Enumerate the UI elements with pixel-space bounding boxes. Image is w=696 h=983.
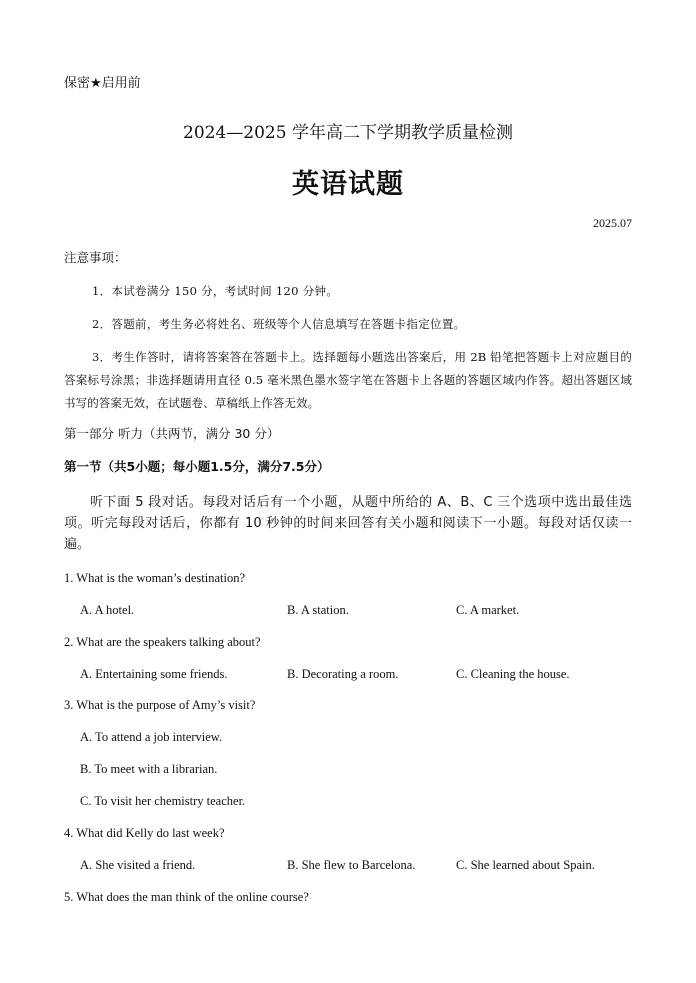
question-1-option-a: A. A hotel. bbox=[80, 603, 135, 617]
question-3-option-b: B. To meet with a librarian. bbox=[80, 762, 218, 776]
question-2-option-a: A. Entertaining some friends. bbox=[80, 667, 228, 681]
question-3-stem: 3. What is the purpose of Amy’s visit? bbox=[64, 698, 256, 712]
question-2-stem: 2. What are the speakers talking about? bbox=[64, 635, 261, 649]
question-2-option-b: B. Decorating a room. bbox=[287, 667, 399, 681]
question-3-option-c: C. To visit her chemistry teacher. bbox=[80, 794, 246, 808]
question-1-option-c: C. A market. bbox=[456, 603, 520, 617]
note-item-3: 3．考生作答时，请将答案答在答题卡上。选择题每小题选出答案后，用 2B 铅笔把答题卡上对应题目的答案标号涂黑；非选择题请用直径 0.5 毫米黑色墨水签字笔在答题卡上各题的答题区域内作答。超出答题区域书写的答案无效，在试题卷、草稿纸上作答无效。 bbox=[64, 350, 632, 410]
question-5-stem: 5. What does the man think of the online course? bbox=[64, 890, 309, 904]
section-heading: 第一节（共5小题；每小题1.5分，满分7.5分） bbox=[64, 459, 330, 474]
question-4-option-a: A. She visited a friend. bbox=[80, 858, 196, 872]
question-2-option-c: C. Cleaning the house. bbox=[456, 667, 570, 681]
question-3-option-a: A. To attend a job interview. bbox=[80, 730, 223, 744]
note-item-1: 1．本试卷满分 150 分，考试时间 120 分钟。 bbox=[92, 284, 339, 298]
notes-heading: 注意事项： bbox=[64, 250, 127, 265]
question-4-option-c: C. She learned about Spain. bbox=[456, 858, 595, 872]
exam-date: 2025.07 bbox=[593, 216, 632, 230]
exam-title: 2024—2025 学年高二下学期教学质量检测 bbox=[183, 123, 513, 143]
question-1-stem: 1. What is the woman’s destination? bbox=[64, 571, 245, 585]
question-4-option-b: B. She flew to Barcelona. bbox=[287, 858, 416, 872]
section-instructions: 听下面 5 段对话。每段对话后有一个小题，从题中所给的 A、B、C 三个选项中选出最佳选项。听完每段对话后，你都有 10 秒钟的时间来回答有关小题和阅读下一小题。每段对话仅读一遍。 bbox=[64, 495, 632, 552]
question-4-stem: 4. What did Kelly do last week? bbox=[64, 826, 225, 840]
question-1-option-b: B. A station. bbox=[287, 603, 349, 617]
part-heading: 第一部分 听力（共两节，满分 30 分） bbox=[64, 426, 280, 441]
subject-title: 英语试题 bbox=[292, 169, 404, 200]
note-item-2: 2．答题前，考生务必将姓名、班级等个人信息填写在答题卡指定位置。 bbox=[92, 317, 466, 331]
confidential-label: 保密★启用前 bbox=[64, 76, 141, 91]
